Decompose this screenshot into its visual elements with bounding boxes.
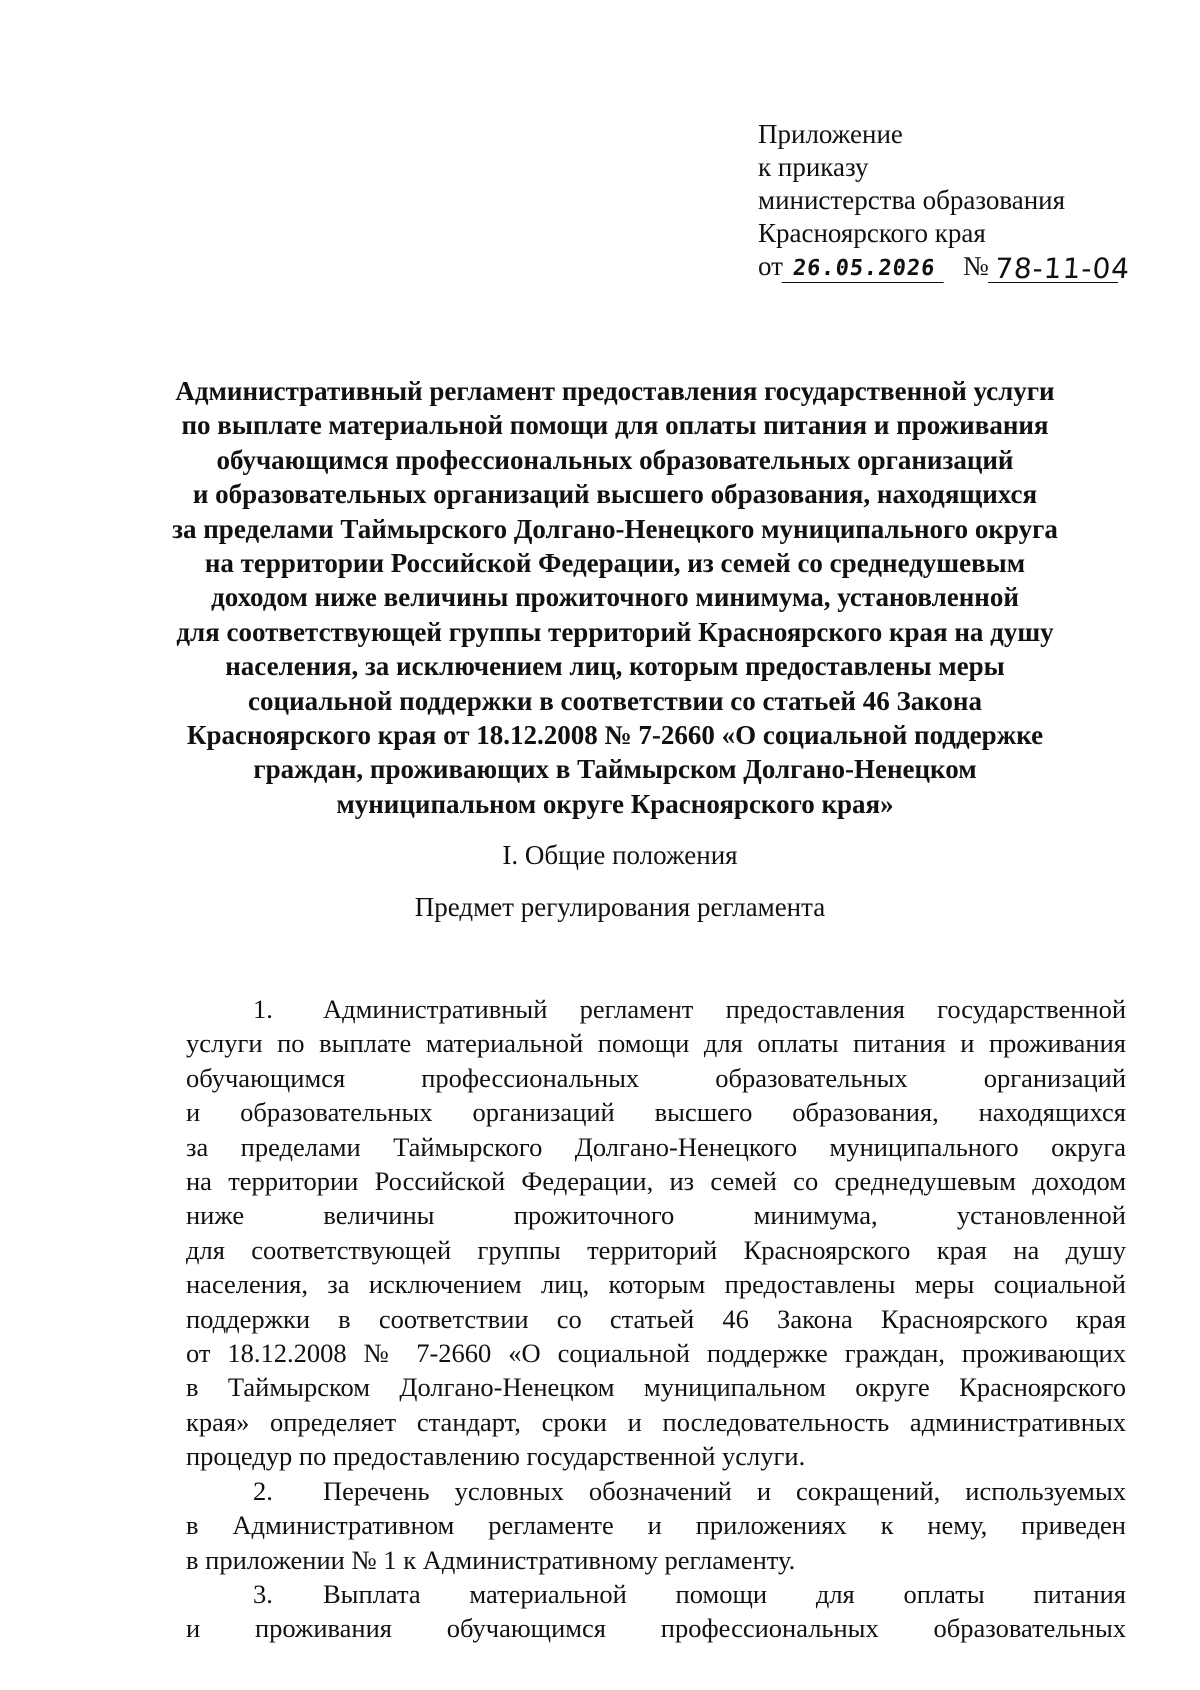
paragraph-line: в Административном регламенте и приложениях к нему, приведен <box>186 1510 1126 1541</box>
section-subheading: Предмет регулирования регламента <box>414 892 826 922</box>
paragraph-line: за пределами Таймырского Долгано-Ненецкого муниципального округа <box>186 1131 1126 1162</box>
title-line: для соответствующей группы территорий Красноярского края на душу <box>176 616 1054 647</box>
paragraph-line: на территории Российской Федерации, из семей со среднедушевым доходом <box>186 1166 1126 1197</box>
title-line: по выплате материальной помощи для оплаты питания и проживания <box>181 410 1049 441</box>
paragraph-line <box>186 1474 1126 1508</box>
paragraph-line: услуги по выплате материальной помощи для оплаты питания и проживания <box>186 1028 1126 1059</box>
appendix-line: Красноярского края <box>758 218 986 248</box>
order-date-number-line <box>758 250 1158 283</box>
paragraph-line <box>186 992 1126 1026</box>
title-line: на территории Российской Федерации, из семей со среднедушевым <box>204 548 1026 579</box>
title-line: и образовательных организаций высшего образования, находящихся <box>192 479 1038 510</box>
title-line: социальной поддержки в соответствии со статьей 46 Закона <box>248 685 982 716</box>
paragraph-line: ниже величины прожиточного минимума, установленной <box>186 1200 1126 1231</box>
paragraph-line: населения, за исключением лиц, которым предоставлены меры социальной <box>186 1269 1126 1300</box>
paragraph-line <box>186 1577 1126 1611</box>
title-line: доходом ниже величины прожиточного минимума, установленной <box>211 582 1019 613</box>
appendix-line: к приказу <box>758 152 869 182</box>
paragraph-line: в Таймырском Долгано-Ненецком муниципальном округе Красноярского <box>186 1372 1126 1403</box>
paragraph-line: и образовательных организаций высшего образования, находящихся <box>186 1097 1126 1128</box>
paragraph-line: для соответствующей группы территорий Красноярского края на душу <box>186 1234 1126 1265</box>
paragraph-line: в приложении № 1 к Административному регламенту. <box>186 1544 796 1575</box>
paragraph-text: Административный регламент предоставления государственной <box>323 994 1126 1024</box>
order-number: 78-11-04 <box>988 256 1120 283</box>
section-heading: I. Общие положения <box>502 840 738 870</box>
title-line: Административный регламент предоставления государственной услуги <box>175 376 1055 406</box>
paragraph-number: 3. <box>253 1578 273 1609</box>
paragraph-text: Выплата материальной помощи для оплаты питания <box>323 1578 1126 1609</box>
appendix-line: министерства образования <box>758 185 1066 215</box>
title-line: за пределами Таймырского Долгано-Ненецкого муниципального округа <box>172 513 1058 544</box>
title-line: населения, за исключением лиц, которым предоставлены меры <box>225 651 1005 682</box>
document-body <box>186 992 1126 1646</box>
title-line: муниципальном округе Красноярского края» <box>336 788 894 819</box>
paragraph-line: от 18.12.2008 № 7-2660 «О социальной поддержке граждан, проживающих <box>186 1338 1126 1369</box>
title-line: граждан, проживающих в Таймырском Долгано-Ненецком <box>253 754 977 785</box>
paragraph-line: обучающимся профессиональных образовательных организаций <box>186 1062 1126 1093</box>
title-line: Красноярского края от 18.12.2008 № 7-2660 «О социальной поддержке <box>186 720 1044 751</box>
order-date: 26.05.2026 <box>782 256 947 283</box>
paragraph-text: Перечень условных обозначений и сокращений, используемых <box>323 1475 1126 1506</box>
number-prefix: № <box>962 251 989 281</box>
paragraph-line: поддержки в соответствии со статьей 46 Закона Красноярского края <box>186 1303 1126 1334</box>
paragraph-line: процедур по предоставлению государственной услуги. <box>186 1441 806 1472</box>
paragraph-number: 1. <box>253 994 273 1024</box>
appendix-line: Приложение <box>758 119 903 149</box>
title-line: обучающимся профессиональных образовательных организаций <box>216 444 1014 475</box>
paragraph-line: края» определяет стандарт, сроки и последовательность административных <box>186 1406 1126 1437</box>
paragraph-number: 2. <box>253 1475 273 1506</box>
date-prefix: от <box>758 251 783 281</box>
paragraph-line: и проживания обучающимся профессиональных образовательных <box>186 1613 1126 1644</box>
document-title <box>160 374 1070 821</box>
appendix-block <box>758 118 1158 283</box>
